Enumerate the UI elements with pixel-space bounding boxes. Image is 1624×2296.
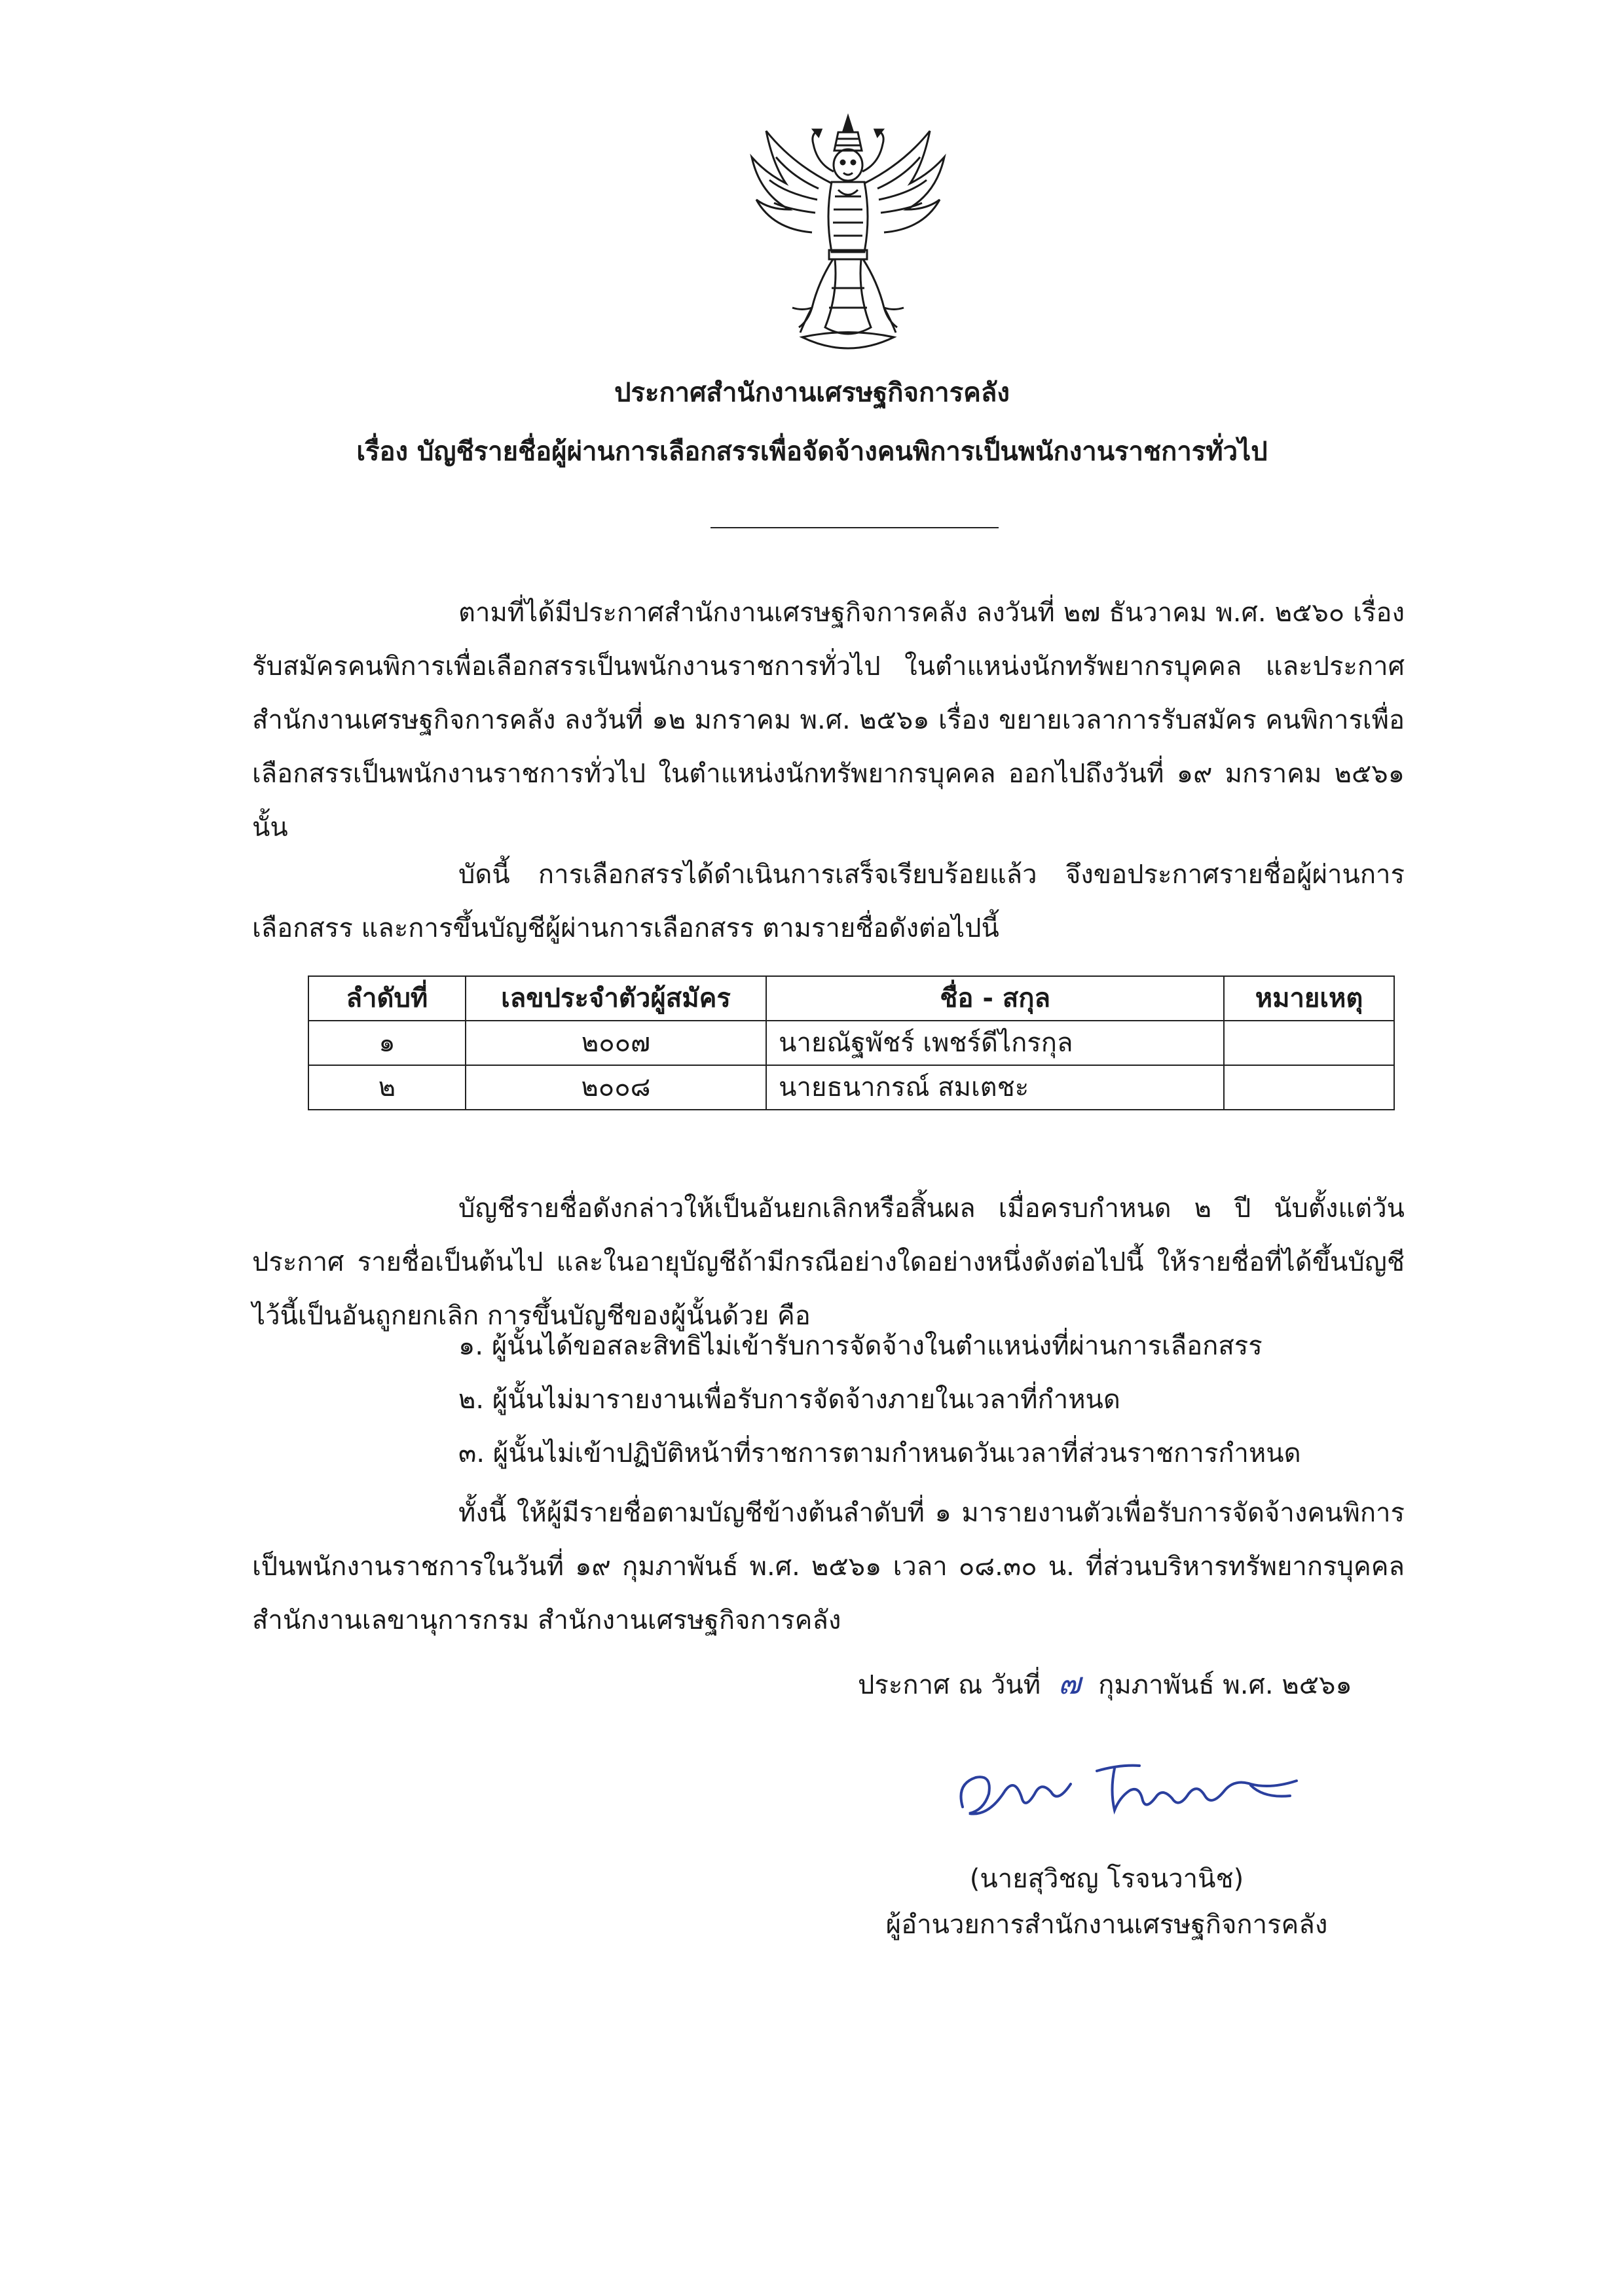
header-no: ลำดับที่ [308,976,466,1021]
garuda-emblem-icon [740,111,956,354]
cell-remark [1224,1021,1394,1065]
date-prefix: ประกาศ ณ วันที่ [858,1670,1041,1700]
signer-position: ผู้อำนวยการสำนักงานเศรษฐกิจการคลัง [885,1910,1328,1940]
cell-name: นายณัฐพัชร์ เพชร์ดีไกรกุล [766,1021,1224,1065]
table-row [308,1065,1394,1110]
cell-applicant-id: ๒๐๐๗ [466,1021,766,1065]
header-applicant-id: เลขประจำตัวผู้สมัคร [466,976,766,1021]
paragraph-report-instructions: ทั้งนี้ ให้ผู้มีรายชื่อตามบัญชีข้างต้นลำดับที่ ๑ มารายงานตัวเพื่อรับการจัดจ้างคนพิการ เป็นพนักงานราชการในวันที่ ๑๙ กุมภาพันธ์ พ.ศ. ๒๕๖๑ เวลา ๐๘.๓๐ น. ที่ส่วนบริหารทรัพยากรบุคคล สำนักงานเลขานุการกรม สำนักงานเศรษฐกิจการคลัง [252,1498,1405,1635]
cancellation-conditions [458,1319,1441,1480]
page-title: ประกาศสำนักงานเศรษฐกิจการคลัง [614,378,1010,408]
announcement-date [858,1656,1352,1712]
table-header-row [308,976,1394,1021]
list-item: ๒. ผู้นั้นไม่มารายงานเพื่อรับการจัดจ้างภายในเวลาที่กำหนด [458,1385,1120,1415]
list-item: ๑. ผู้นั้นได้ขอสละสิทธิไม่เข้ารับการจัดจ้างในตำแหน่งที่ผ่านการเลือกสรร [458,1331,1263,1361]
date-suffix: กุมภาพันธ์ พ.ศ. ๒๕๖๑ [1098,1670,1352,1700]
header-name: ชื่อ - สกุล [766,976,1224,1021]
cell-no: ๒ [308,1065,466,1110]
table-row [308,1021,1394,1065]
candidates-table [308,975,1395,1110]
header-remark: หมายเหตุ [1224,976,1394,1021]
page-subject: เรื่อง บัญชีรายชื่อผู้ผ่านการเลือกสรรเพื่อจัดจ้างคนพิการเป็นพนักงานราชการทั่วไป [356,437,1268,467]
signature-icon [943,1745,1310,1830]
title-divider [710,527,999,528]
paragraph-announcement: บัดนี้ การเลือกสรรได้ดำเนินการเสร็จเรียบร้อยแล้ว จึงขอประกาศรายชื่อผู้ผ่านการเลือกสรร และการขึ้นบัญชีผู้ผ่านการเลือกสรร ตามรายชื่อดังต่อไปนี้ [252,860,1405,943]
cell-applicant-id: ๒๐๐๘ [466,1065,766,1110]
cell-name: นายธนากรณ์ สมเตชะ [766,1065,1224,1110]
cell-remark [1224,1065,1394,1110]
signer-name: (นายสุวิชญ โรจนวานิช) [969,1864,1244,1894]
list-item: ๓. ผู้นั้นไม่เข้าปฏิบัติหน้าที่ราชการตามกำหนดวันเวลาที่ส่วนราชการกำหนด [458,1438,1301,1468]
paragraph-background: ตามที่ได้มีประกาศสำนักงานเศรษฐกิจการคลัง ลงวันที่ ๒๗ ธันวาคม พ.ศ. ๒๕๖๐ เรื่อง รับสมัครคนพิการเพื่อเลือกสรรเป็นพนักงานราชการทั่วไป ในตำแหน่งนักทรัพยากรบุคคล และประกาศสำนักงานเศรษฐกิจการคลัง ลงวันที่ ๑๒ มกราคม พ.ศ. ๒๕๖๑ เรื่อง ขยายเวลาการรับสมัคร คนพิการเพื่อเลือกสรรเป็นพนักงานราชการทั่วไป ในตำแหน่งนักทรัพยากรบุคคล ออกไปถึงวันที่ ๑๙ มกราคม ๒๕๖๑ นั้น [252,598,1405,843]
date-day-handwritten: ๗ [1058,1666,1081,1701]
paragraph-validity: บัญชีรายชื่อดังกล่าวให้เป็นอันยกเลิกหรือสิ้นผล เมื่อครบกำหนด ๒ ปี นับตั้งแต่วันประกาศ รายชื่อเป็นต้นไป และในอายุบัญชีถ้ามีกรณีอย่างใดอย่างหนึ่งดังต่อไปนี้ ให้รายชื่อที่ได้ขึ้นบัญชีไว้นี้เป็นอันถูกยกเลิก การขึ้นบัญชีของผู้นั้นด้วย คือ [252,1194,1405,1331]
cell-no: ๑ [308,1021,466,1065]
